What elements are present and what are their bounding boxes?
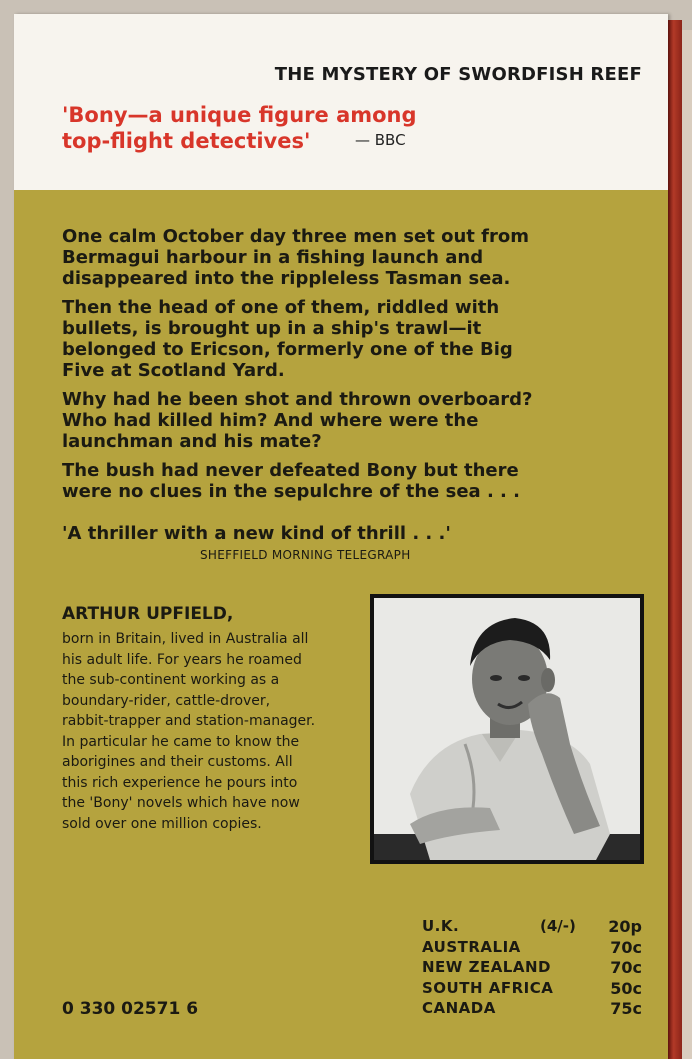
price-row bbox=[422, 917, 650, 938]
author-portrait-image bbox=[370, 594, 644, 864]
blurb-paragraph bbox=[62, 226, 562, 289]
isbn: 0 330 02571 6 bbox=[62, 999, 199, 1019]
thrill-quote: 'A thriller with a new kind of thrill . . .' bbox=[62, 523, 451, 544]
blurb-paragraph bbox=[62, 460, 562, 502]
blurb-line: Who had killed him? And where were the bbox=[62, 410, 479, 431]
price-value: 50c bbox=[610, 978, 642, 998]
page-edge bbox=[682, 30, 692, 1059]
bio-line: rabbit-trapper and station-manager. bbox=[62, 713, 316, 729]
blurb-line: Why had he been shot and thrown overboard? bbox=[62, 389, 533, 410]
bio-line: the 'Bony' novels which have now bbox=[62, 795, 300, 811]
blurb-line: belonged to Ericson, formerly one of the Big bbox=[62, 339, 513, 360]
price-value: 75c bbox=[610, 999, 642, 1018]
blurb-line: launchman and his mate? bbox=[62, 431, 322, 452]
blurb-line: One calm October day three men set out from bbox=[62, 226, 529, 247]
author-bio bbox=[62, 629, 362, 834]
bio-line: the sub-continent working as a bbox=[62, 672, 280, 688]
back-cover bbox=[14, 14, 668, 1059]
blurb-paragraph bbox=[62, 389, 562, 452]
red-spine bbox=[668, 20, 682, 1059]
price-country: U.K. bbox=[422, 917, 460, 935]
price-country: AUSTRALIA bbox=[422, 937, 521, 956]
price-row bbox=[422, 979, 650, 1000]
bio-line: this rich experience he pours into bbox=[62, 774, 298, 791]
author-photo bbox=[370, 594, 644, 864]
blurb-line: The bush had never defeated Bony but there bbox=[62, 460, 519, 481]
book-title: THE MYSTERY OF SWORDFISH REEF bbox=[274, 64, 642, 85]
price-row bbox=[422, 938, 650, 959]
price-old: (4/-) bbox=[540, 917, 576, 935]
price-country: NEW ZEALAND bbox=[422, 958, 551, 976]
bio-line: sold over one million copies. bbox=[62, 815, 262, 832]
bio-line: born in Britain, lived in Australia all bbox=[62, 631, 309, 647]
thrill-source: SHEFFIELD MORNING TELEGRAPH bbox=[200, 548, 411, 562]
price-value: 70c bbox=[610, 937, 642, 957]
price-row bbox=[422, 999, 650, 1020]
bio-line: his adult life. For years he roamed bbox=[62, 651, 302, 668]
price-list bbox=[422, 917, 650, 1020]
author-name: ARTHUR UPFIELD, bbox=[62, 604, 234, 624]
bio-line: In particular he came to know the bbox=[62, 733, 300, 750]
blurb-paragraph bbox=[62, 297, 562, 381]
price-country: SOUTH AFRICA bbox=[422, 978, 554, 997]
price-country: CANADA bbox=[422, 999, 496, 1017]
price-value: 70c bbox=[610, 958, 642, 977]
blurb-line: disappeared into the rippleless Tasman sea. bbox=[62, 268, 511, 289]
bio-line: boundary-rider, cattle-drover, bbox=[62, 692, 271, 709]
price-row bbox=[422, 958, 650, 979]
blurb-line: bullets, is brought up in a ship's trawl—it bbox=[62, 318, 482, 339]
review-quote-line: 'Bony—a unique figure among bbox=[62, 103, 417, 127]
bio-line: aborigines and their customs. All bbox=[62, 754, 293, 770]
price-value: 20p bbox=[608, 917, 642, 936]
review-source: — BBC bbox=[355, 131, 406, 149]
blurb-line: Bermagui harbour in a fishing launch and bbox=[62, 247, 484, 268]
blurb-line: Five at Scotland Yard. bbox=[62, 360, 285, 381]
blurb-line: were no clues in the sepulchre of the sea . . . bbox=[62, 481, 520, 502]
review-quote-line: top-flight detectives' bbox=[62, 129, 311, 153]
blurb bbox=[62, 226, 562, 510]
blurb-line: Then the head of one of them, riddled with bbox=[62, 297, 500, 318]
